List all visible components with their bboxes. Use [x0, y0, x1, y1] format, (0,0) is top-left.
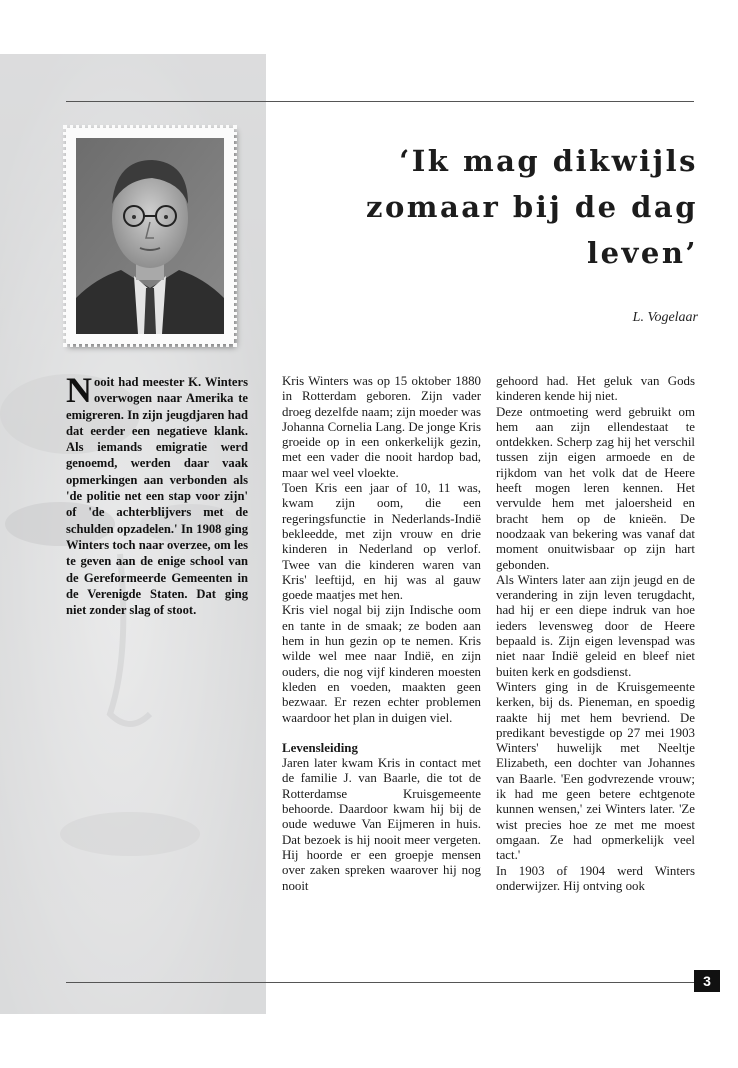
paragraph: Toen Kris een jaar of 10, 11 was, kwam zijn oom, die een regeringsfunctie in Nederlands-Indië bekleedde, met zijn vrouw en drie kinderen in Nederland op verlof. Twee van die kinderen waren van Kris' leeftijd, en hij was al gauw goede maatjes met hen. — [282, 481, 481, 603]
subheading: Levensleiding — [282, 740, 358, 755]
intro-paragraph — [66, 370, 248, 618]
bottom-rule — [66, 982, 694, 983]
text-column-1 — [282, 374, 481, 894]
paragraph: Kris viel nogal bij zijn Indische oom en tante in de smaak; ze boden aan hem in hun gezin op te nemen. Kris wilde wel mee naar Indië, en zijn ouders, die nog vijf kinderen moesten kleden en voeden, maakten geen bezwaar. Er rezen echter problemen waardoor het plan in duigen viel. — [282, 603, 481, 725]
drop-cap: N — [66, 370, 92, 410]
portrait-photo-frame — [66, 128, 234, 344]
portrait-photo — [76, 138, 224, 334]
title-line-1: ‘Ik mag dikwijls — [399, 144, 698, 178]
paragraph: In 1903 of 1904 werd Winters onderwijzer. Hij ontving ook — [496, 863, 695, 893]
title-line-3: leven’ — [587, 236, 698, 270]
paragraph: Kris Winters was op 15 oktober 1880 in Rotterdam geboren. Zijn vader droeg dezelfde naam; zijn moeder was Johanna Cornelia Lang. De jonge Kris groeide op in een onkerkelijk gezin, met een vader die nooit hardop bad, maar wel veel vloekte. — [282, 374, 481, 480]
author-byline: L. Vogelaar — [632, 310, 698, 325]
intro-text: ooit had meester K. Winters overwogen naar Amerika te emigreren. In zijn jeugdjaren had dat eerder een negatieve klank. Als iemands emigratie werd genoemd, werden daar vaak opmerkingen aan verbonden als 'de politie net een stap voor zijn' of 'de achterblijvers met de schulden opzadelen.' In 1908 ging Winters toch naar overzee, om les te geven aan de enige school van de Gereformeerde Gemeenten in de Verenigde Staten. Dat ging niet zonder slag of stoot. — [66, 375, 248, 618]
text-column-2 — [496, 374, 695, 894]
article-title — [278, 138, 698, 276]
page-number: 3 — [694, 970, 720, 992]
paragraph: Deze ontmoeting werd gebruikt om hem aan zijn ellendestaat te ontdekken. Scherp zag hij het verschil tussen zijn eigen armoede en de rijkdom van het volk dat de Heere heeft mogen leren kennen. Het vervulde hem met jaloersheid en bracht hem op de knieën. De noodzaak van bekering was vanaf dat moment onuitwisbaar op zijn hart gebonden. — [496, 404, 695, 572]
paragraph: gehoord had. Het geluk van Gods kinderen kende hij niet. — [496, 374, 695, 404]
paragraph: Winters ging in de Kruisgemeente kerken, bij ds. Pieneman, en spoedig raakte hij met hem bevriend. De predikant bevestigde op 27 mei 1903 Winters' huwelijk met Neeltje Elizabeth, een dochter van Johannes van Baarle. 'Een godvrezende vrouw; ik had me geen betere echtgenote kunnen wensen,' zei Winters later. 'Ze wist precies hoe ze met me moest omgaan. Ze had opmerkelijk veel tact.' — [496, 679, 695, 863]
paragraph: Jaren later kwam Kris in contact met de familie J. van Baarle, die tot de Rotterdamse Kruisgemeente behoorde. Daardoor kwam hij bij de oude weduwe Van Eijmeren in huis. Dat bezoek is hij nooit meer vergeten. Hij hoorde er een groepje mensen over zaken spreken waarover hij nog nooit — [282, 756, 481, 893]
title-line-2: zomaar bij de dag — [365, 190, 698, 224]
top-rule — [66, 101, 694, 102]
paragraph: Als Winters later aan zijn jeugd en de verandering in zijn leven terugdacht, had hij er een diepe indruk van hoe ieders levensweg door de Heere bepaald is. Zijn eigen levenspad was niet naar Indië geleid en bleef niet buiten kerk en godsdienst. — [496, 572, 695, 679]
